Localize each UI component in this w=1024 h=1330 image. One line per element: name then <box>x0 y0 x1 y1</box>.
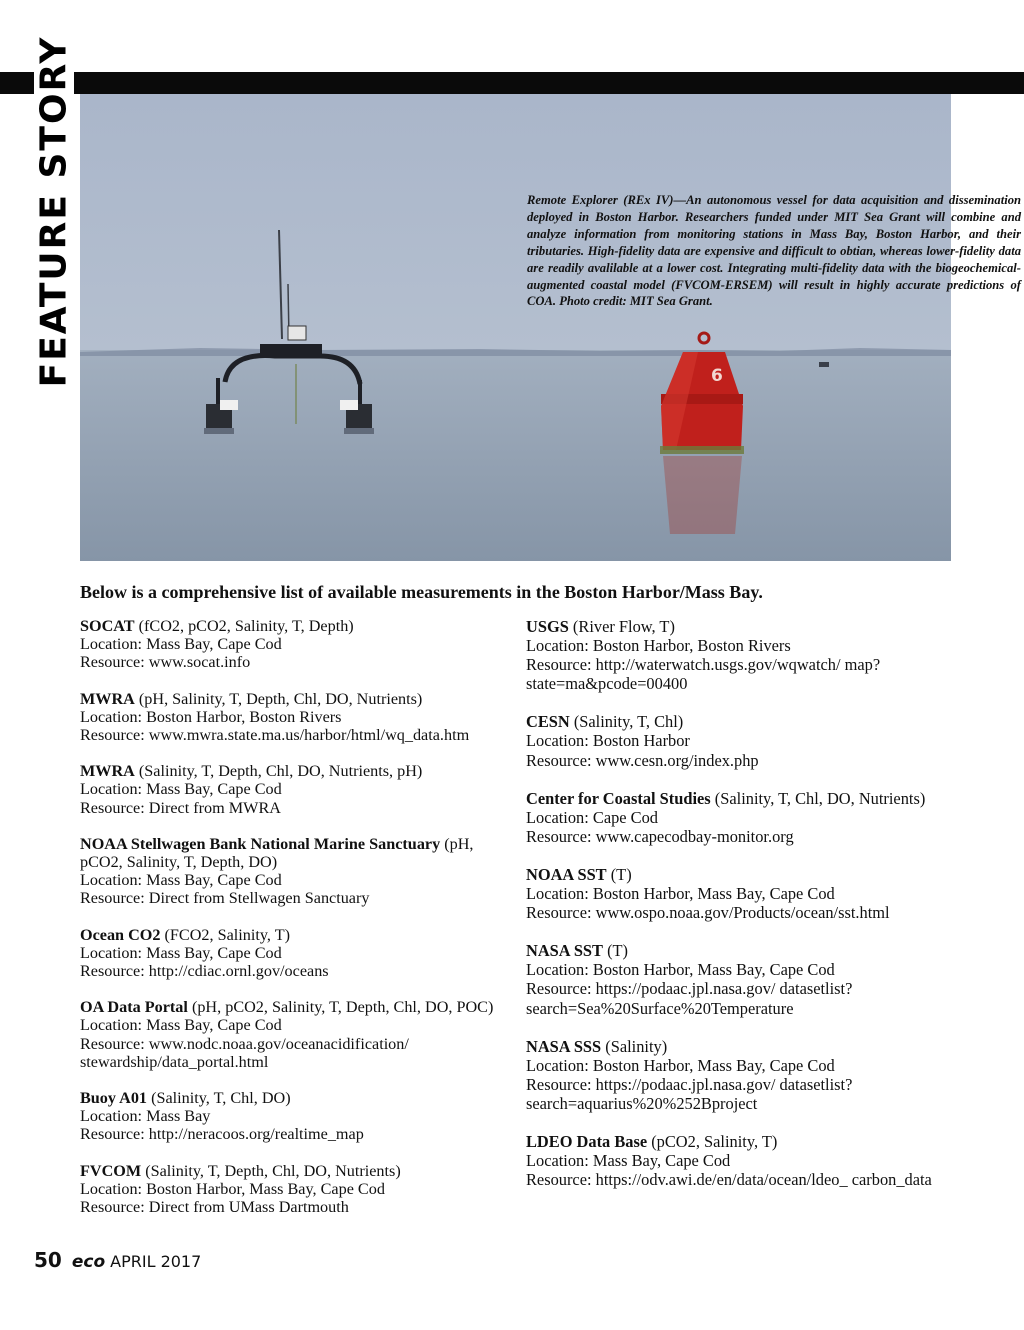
resource-location: Location: Boston Harbor, Boston Rivers <box>80 707 342 726</box>
resource-location: Location: Mass Bay, Cape Cod <box>80 1016 282 1035</box>
resource-name: OA Data Portal <box>80 998 188 1017</box>
resource-name: CESN <box>526 712 570 732</box>
harbor-photo-illustration <box>80 94 951 561</box>
resource-link[interactable]: Resource: Direct from Stellwagen Sanctuary <box>80 889 370 908</box>
resource-name: NASA SSS <box>526 1036 602 1056</box>
section-label-text: FEATURE STORY <box>33 35 75 387</box>
resource-location: Location: Mass Bay, Cape Cod <box>80 871 282 890</box>
resource-entry <box>526 1037 956 1113</box>
resource-name: FVCOM <box>80 1161 142 1180</box>
header-rule <box>0 72 1024 94</box>
resource-name: Buoy A01 <box>80 1089 148 1108</box>
resource-name: NASA SST <box>526 941 603 961</box>
resource-name: NOAA SST <box>526 864 607 884</box>
magazine-name: eco <box>71 1252 106 1272</box>
resource-parameters: (Salinity, T, Depth, Chl, DO, Nutrients) <box>141 1161 401 1180</box>
resource-link[interactable]: Resource: http://neracoos.org/realtime_map <box>80 1125 364 1144</box>
resource-link[interactable]: Resource: www.capecodbay-monitor.org <box>526 826 794 846</box>
list-intro: Below is a comprehensive list of available measurements in the Boston Harbor/Mass Bay. <box>80 582 763 602</box>
resource-parameters: (Salinity, T, Chl) <box>569 712 684 732</box>
resource-location: Location: Mass Bay, Cape Cod <box>80 635 282 654</box>
resource-link[interactable]: Resource: www.cesn.org/index.php <box>526 750 759 770</box>
resource-location: Location: Boston Harbor, Mass Bay, Cape Cod <box>80 1179 385 1198</box>
buoy-number: 6 <box>711 366 723 386</box>
resource-name: NOAA Stellwagen Bank National Marine Sanctuary <box>80 834 441 853</box>
resource-link[interactable]: Resource: https://odv.awi.de/en/data/ocean/ldeo_ carbon_data <box>526 1170 932 1190</box>
water <box>80 350 951 561</box>
photo-caption: Remote Explorer (REx IV)—An autonomous vessel for data acquisition and dissemination deployed in Boston Harbor. Researchers funded under MIT Sea Grant will combine and analyze information from monitoring stations in Mass Bay, Boston Harbor, and their tributaries. High-fidelity data are expensive and difficult to obtian, whereas lower-fidelity data are readily avalilable at a lower cost. Integrating multi-fidelity data with the biogeochemical- augmented coastal model (FVCOM-ERSEM) will result in highly accurate predictions of COA. Photo credit: MIT Sea Grant. <box>527 193 1021 309</box>
resource-entry <box>526 789 956 846</box>
resource-entry <box>526 712 956 769</box>
resource-parameters: (T) <box>602 941 629 961</box>
resource-parameters: (pH, pCO2, Salinity, T, Depth, DO) <box>80 834 474 872</box>
resource-link[interactable]: Resource: www.mwra.state.ma.us/harbor/html/wq_data.htm <box>80 726 470 745</box>
distant-boat <box>819 362 829 367</box>
resource-link[interactable]: Resource: http://cdiac.ornl.gov/oceans <box>80 962 329 981</box>
resource-entry <box>80 617 510 672</box>
resource-link[interactable]: Resource: http://waterwatch.usgs.gov/wqwatch/ map?state=ma&pcode=00400 <box>526 655 881 694</box>
resource-parameters: (River Flow, T) <box>568 617 675 636</box>
right-column <box>526 617 956 1208</box>
page-number: 50 <box>34 1248 62 1272</box>
resource-entry <box>80 835 510 908</box>
resource-parameters: (Salinity, T, Chl, DO) <box>147 1089 291 1108</box>
resource-entry <box>526 941 956 1017</box>
resource-location: Location: Mass Bay <box>80 1107 211 1126</box>
resource-location: Location: Boston Harbor <box>526 731 690 751</box>
resource-location: Location: Mass Bay, Cape Cod <box>80 780 282 799</box>
resource-name: USGS <box>526 617 569 636</box>
resource-location: Location: Mass Bay, Cape Cod <box>80 943 282 962</box>
resource-name: MWRA <box>80 689 135 708</box>
resource-name: LDEO Data Base <box>526 1131 648 1151</box>
resource-parameters: (Salinity) <box>601 1036 668 1056</box>
resource-entry <box>526 617 956 693</box>
resource-link[interactable]: Resource: Direct from MWRA <box>80 798 281 817</box>
resource-name: MWRA <box>80 762 135 781</box>
resource-link[interactable]: Resource: https://podaac.jpl.nasa.gov/ datasetlist?search=Sea%20Surface%20Temperature <box>526 979 853 1018</box>
resource-link[interactable]: Resource: https://podaac.jpl.nasa.gov/ datasetlist?search=aquarius%20%252Bproject <box>526 1074 853 1113</box>
resource-parameters: (Salinity, T, Depth, Chl, DO, Nutrients, pH) <box>134 762 423 781</box>
resource-parameters: (pH, pCO2, Salinity, T, Depth, Chl, DO, POC) <box>187 998 494 1017</box>
resource-link[interactable]: Resource: www.socat.info <box>80 653 251 672</box>
resource-entry <box>526 865 956 922</box>
resource-location: Location: Cape Cod <box>526 807 659 827</box>
resource-location: Location: Boston Harbor, Boston Rivers <box>526 636 791 656</box>
resource-link[interactable]: Resource: www.ospo.noaa.gov/Products/ocean/sst.html <box>526 903 890 923</box>
resource-entry <box>526 1132 956 1189</box>
resource-parameters: (pH, Salinity, T, Depth, Chl, DO, Nutrients) <box>134 689 423 708</box>
resource-location: Location: Boston Harbor, Mass Bay, Cape Cod <box>526 884 835 904</box>
resource-link[interactable]: Resource: Direct from UMass Dartmouth <box>80 1198 349 1217</box>
resource-entry <box>80 1162 510 1217</box>
resource-parameters: (pCO2, Salinity, T) <box>647 1131 778 1151</box>
resource-parameters: (Salinity, T, Chl, DO, Nutrients) <box>710 788 926 808</box>
resource-parameters: (T) <box>606 864 632 884</box>
resource-name: Center for Coastal Studies <box>526 788 711 808</box>
resource-entry <box>80 762 510 817</box>
resource-location: Location: Boston Harbor, Mass Bay, Cape Cod <box>526 960 835 980</box>
resource-location: Location: Mass Bay, Cape Cod <box>526 1151 731 1171</box>
resource-name: SOCAT <box>80 617 135 635</box>
left-column <box>80 617 510 1234</box>
resource-location: Location: Boston Harbor, Mass Bay, Cape Cod <box>526 1055 835 1075</box>
cover-photo <box>80 94 1021 561</box>
resource-name: Ocean CO2 <box>80 925 161 944</box>
section-label <box>34 30 74 392</box>
resource-entry <box>80 926 510 981</box>
resource-parameters: (fCO2, pCO2, Salinity, T, Depth) <box>134 617 354 635</box>
resource-link[interactable]: Resource: www.nodc.noaa.gov/oceanacidification/ stewardship/data_portal.html <box>80 1034 409 1071</box>
resource-entry <box>80 1089 510 1144</box>
issue-date: APRIL 2017 <box>110 1252 202 1271</box>
resource-entry <box>80 690 510 745</box>
resource-entry <box>80 998 510 1071</box>
page-footer <box>34 1248 201 1272</box>
resource-parameters: (FCO2, Salinity, T) <box>160 925 290 944</box>
